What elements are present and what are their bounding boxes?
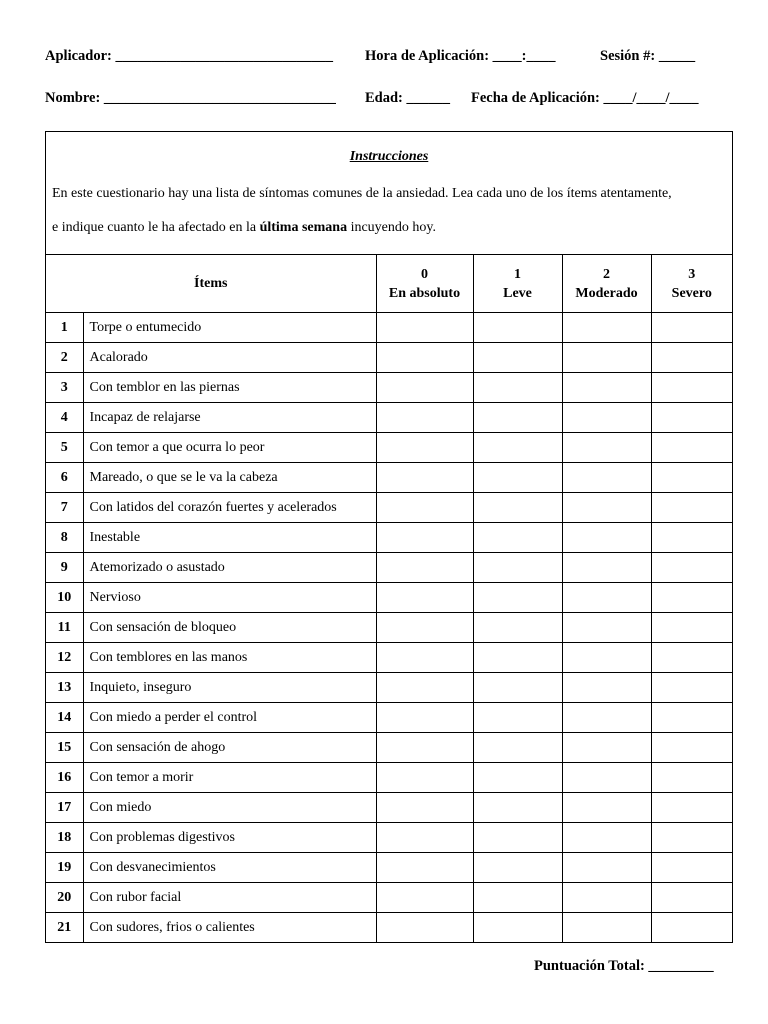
table-row (46, 343, 732, 373)
item-text: Acalorado (83, 343, 376, 373)
response-cell-0[interactable] (376, 793, 473, 823)
response-cell-0[interactable] (376, 673, 473, 703)
response-cell-0[interactable] (376, 313, 473, 343)
response-cell-3[interactable] (651, 823, 732, 853)
response-cell-1[interactable] (473, 853, 562, 883)
column-label: Leve (503, 285, 532, 301)
column-header-0 (376, 255, 473, 313)
response-cell-3[interactable] (651, 433, 732, 463)
response-cell-1[interactable] (473, 793, 562, 823)
response-cell-0[interactable] (376, 553, 473, 583)
response-cell-2[interactable] (562, 793, 651, 823)
table-row (46, 373, 732, 403)
response-cell-0[interactable] (376, 733, 473, 763)
item-text: Inquieto, inseguro (83, 673, 376, 703)
response-cell-1[interactable] (473, 613, 562, 643)
column-value: 0 (421, 266, 428, 282)
table-row (46, 853, 732, 883)
response-cell-0[interactable] (376, 583, 473, 613)
response-cell-3[interactable] (651, 913, 732, 943)
item-number: 17 (46, 793, 83, 823)
response-cell-2[interactable] (562, 763, 651, 793)
table-row (46, 523, 732, 553)
response-cell-2[interactable] (562, 403, 651, 433)
edad-field[interactable]: Edad: ______ (365, 90, 451, 106)
response-cell-1[interactable] (473, 763, 562, 793)
table-row (46, 703, 732, 733)
item-number: 7 (46, 493, 83, 523)
item-text: Con problemas digestivos (83, 823, 376, 853)
table-row (46, 733, 732, 763)
table-row (46, 913, 732, 943)
column-header-2 (562, 255, 651, 313)
response-cell-0[interactable] (376, 763, 473, 793)
item-text: Atemorizado o asustado (83, 553, 376, 583)
item-text: Con rubor facial (83, 883, 376, 913)
response-cell-3[interactable] (651, 763, 732, 793)
item-number: 14 (46, 703, 83, 733)
items-header: Ítems (46, 255, 376, 313)
instructions-line-2-start: e indique cuanto le ha afectado en la (52, 220, 260, 235)
item-text: Con latidos del corazón fuertes y acelerados (83, 493, 376, 523)
item-text: Con miedo (83, 793, 376, 823)
response-cell-2[interactable] (562, 313, 651, 343)
item-number: 1 (46, 313, 83, 343)
aplicador-field[interactable]: Aplicador: ______________________________ (45, 48, 333, 64)
item-number: 8 (46, 523, 83, 553)
item-text: Con temblor en las piernas (83, 373, 376, 403)
item-text: Con temblores en las manos (83, 643, 376, 673)
response-cell-1[interactable] (473, 523, 562, 553)
symptoms-table (46, 255, 732, 942)
response-cell-1[interactable] (473, 643, 562, 673)
item-number: 19 (46, 853, 83, 883)
response-cell-3[interactable] (651, 493, 732, 523)
item-number: 4 (46, 403, 83, 433)
hora-aplicacion-field[interactable]: Hora de Aplicación: ____:____ (365, 48, 556, 64)
response-cell-1[interactable] (473, 403, 562, 433)
item-number: 20 (46, 883, 83, 913)
item-text: Torpe o entumecido (83, 313, 376, 343)
table-row (46, 793, 732, 823)
item-number: 6 (46, 463, 83, 493)
table-row (46, 673, 732, 703)
item-text: Con desvanecimientos (83, 853, 376, 883)
table-row (46, 463, 732, 493)
response-cell-0[interactable] (376, 883, 473, 913)
item-text: Con temor a que ocurra lo peor (83, 433, 376, 463)
item-number: 16 (46, 763, 83, 793)
response-cell-2[interactable] (562, 493, 651, 523)
response-cell-3[interactable] (651, 583, 732, 613)
response-cell-2[interactable] (562, 673, 651, 703)
table-row (46, 583, 732, 613)
response-cell-2[interactable] (562, 823, 651, 853)
response-cell-2[interactable] (562, 463, 651, 493)
response-cell-0[interactable] (376, 373, 473, 403)
item-text: Nervioso (83, 583, 376, 613)
instructions-line-2 (52, 220, 436, 236)
item-number: 13 (46, 673, 83, 703)
response-cell-2[interactable] (562, 643, 651, 673)
instructions-line-1: En este cuestionario hay una lista de síntomas comunes de la ansiedad. Lea cada uno de los ítems atentamente, (52, 186, 672, 201)
table-row (46, 433, 732, 463)
column-label: En absoluto (388, 285, 461, 301)
response-cell-3[interactable] (651, 613, 732, 643)
item-number: 3 (46, 373, 83, 403)
response-cell-3[interactable] (651, 673, 732, 703)
item-text: Con sensación de ahogo (83, 733, 376, 763)
table-header-row (46, 255, 732, 313)
nombre-field[interactable]: Nombre: ________________________________ (45, 90, 336, 106)
response-cell-3[interactable] (651, 733, 732, 763)
fecha-aplicacion-field[interactable]: Fecha de Aplicación: ____/____/____ (471, 90, 699, 106)
response-cell-3[interactable] (651, 343, 732, 373)
item-number: 9 (46, 553, 83, 583)
response-cell-1[interactable] (473, 583, 562, 613)
response-cell-0[interactable] (376, 463, 473, 493)
response-cell-1[interactable] (473, 493, 562, 523)
item-number: 18 (46, 823, 83, 853)
response-cell-2[interactable] (562, 913, 651, 943)
response-cell-2[interactable] (562, 583, 651, 613)
response-cell-0[interactable] (376, 853, 473, 883)
table-row (46, 643, 732, 673)
item-number: 15 (46, 733, 83, 763)
response-cell-1[interactable] (473, 553, 562, 583)
response-cell-1[interactable] (473, 703, 562, 733)
response-cell-3[interactable] (651, 793, 732, 823)
response-cell-2[interactable] (562, 733, 651, 763)
response-cell-1[interactable] (473, 913, 562, 943)
item-number: 21 (46, 913, 83, 943)
response-cell-0[interactable] (376, 433, 473, 463)
response-cell-2[interactable] (562, 703, 651, 733)
response-cell-3[interactable] (651, 463, 732, 493)
item-number: 12 (46, 643, 83, 673)
item-text: Con sensación de bloqueo (83, 613, 376, 643)
response-cell-2[interactable] (562, 433, 651, 463)
table-row (46, 313, 732, 343)
instructions-emphasis: última semana (259, 220, 348, 235)
item-text: Con temor a morir (83, 763, 376, 793)
response-cell-3[interactable] (651, 703, 732, 733)
response-cell-0[interactable] (376, 613, 473, 643)
response-cell-1[interactable] (473, 373, 562, 403)
response-cell-3[interactable] (651, 313, 732, 343)
response-cell-3[interactable] (651, 643, 732, 673)
response-cell-0[interactable] (376, 343, 473, 373)
instructions-title: Instrucciones (349, 149, 429, 164)
table-row (46, 883, 732, 913)
response-cell-1[interactable] (473, 733, 562, 763)
item-number: 5 (46, 433, 83, 463)
response-cell-1[interactable] (473, 823, 562, 853)
response-cell-3[interactable] (651, 403, 732, 433)
response-cell-3[interactable] (651, 853, 732, 883)
response-cell-0[interactable] (376, 523, 473, 553)
item-text: Inestable (83, 523, 376, 553)
response-cell-0[interactable] (376, 913, 473, 943)
column-header-3 (651, 255, 732, 313)
column-value: 2 (603, 266, 610, 282)
response-cell-1[interactable] (473, 673, 562, 703)
response-cell-2[interactable] (562, 523, 651, 553)
response-cell-1[interactable] (473, 433, 562, 463)
response-cell-3[interactable] (651, 883, 732, 913)
response-cell-2[interactable] (562, 613, 651, 643)
instructions-line-2-end: incuyendo hoy. (347, 220, 436, 235)
item-number: 2 (46, 343, 83, 373)
sesion-field[interactable]: Sesión #: _____ (600, 48, 696, 64)
item-number: 11 (46, 613, 83, 643)
item-text: Mareado, o que se le va la cabeza (83, 463, 376, 493)
table-row (46, 823, 732, 853)
response-cell-0[interactable] (376, 703, 473, 733)
response-cell-1[interactable] (473, 463, 562, 493)
table-row (46, 763, 732, 793)
item-number: 10 (46, 583, 83, 613)
response-cell-3[interactable] (651, 523, 732, 553)
response-cell-2[interactable] (562, 553, 651, 583)
response-cell-2[interactable] (562, 853, 651, 883)
column-header-1 (473, 255, 562, 313)
column-label: Moderado (575, 285, 638, 301)
item-text: Con miedo a perder el control (83, 703, 376, 733)
response-cell-0[interactable] (376, 403, 473, 433)
response-cell-1[interactable] (473, 313, 562, 343)
response-cell-1[interactable] (473, 343, 562, 373)
response-cell-3[interactable] (651, 553, 732, 583)
item-text: Incapaz de relajarse (83, 403, 376, 433)
table-row (46, 403, 732, 433)
response-cell-0[interactable] (376, 823, 473, 853)
column-label: Severo (671, 285, 712, 301)
table-row (46, 613, 732, 643)
instructions-box (46, 132, 732, 255)
response-cell-2[interactable] (562, 373, 651, 403)
response-cell-1[interactable] (473, 883, 562, 913)
column-value: 3 (688, 266, 696, 282)
item-text: Con sudores, frios o calientes (83, 913, 376, 943)
response-cell-2[interactable] (562, 883, 651, 913)
response-cell-0[interactable] (376, 643, 473, 673)
table-row (46, 493, 732, 523)
total-score-field[interactable]: Puntuación Total: _________ (534, 958, 714, 974)
response-cell-2[interactable] (562, 343, 651, 373)
response-cell-3[interactable] (651, 373, 732, 403)
column-value: 1 (514, 266, 521, 282)
table-row (46, 553, 732, 583)
response-cell-0[interactable] (376, 493, 473, 523)
questionnaire-frame (45, 131, 733, 943)
